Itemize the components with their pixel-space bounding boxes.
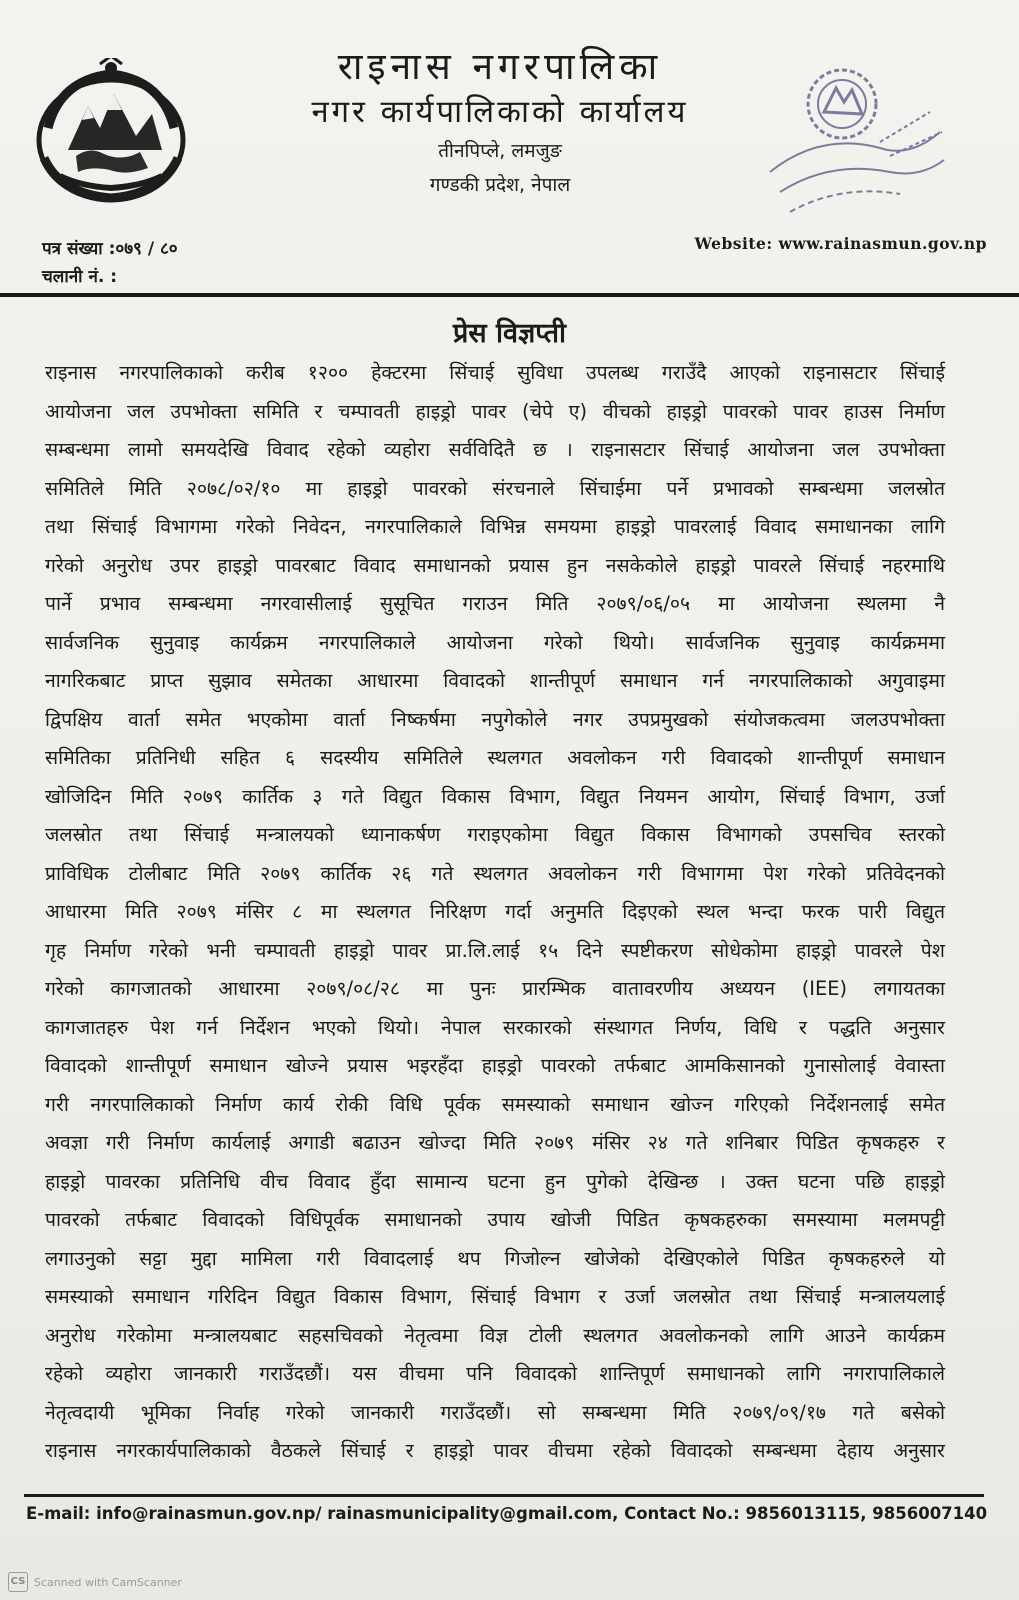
nepal-government-emblem-icon [30, 58, 192, 206]
header-divider [0, 293, 1019, 297]
body-line: पावरको तर्फबाट विवादको विधिपूर्वक समाधानको उपाय खोजी पिडित कृषकहरुका समस्यामा मलमपट्टी [45, 1208, 945, 1231]
body-line: तथा सिंचाई विभागमा गरेको निवेदन, नगरपालिकाले विभिन्न समयमा हाइड्रो पावरलाई विवाद समाधानका लागि [45, 515, 945, 538]
dispatch-number: चलानी नं. : [42, 267, 118, 287]
body-line: लगाउनुको सट्टा मुद्दा मामिला गरी विवादलाई थप गिजोल्न खोजेको देखिएकोले पिडित कृषकहरुले यो [45, 1246, 945, 1270]
body-line: गृह निर्माण गरेको भनी चम्पावती हाइड्रो पावर प्रा.लि.लाई १५ दिने स्पष्टीकरण सोधेकोमा हाइड्रो पावरले पेश [45, 938, 945, 962]
body-line: नेतृत्वदायी भूमिका निर्वाह गरेको जानकारी गराउँदछौं। सो सम्बन्धमा मिति २०७९/०९/१७ गते बसेको [45, 1400, 945, 1424]
document-title: प्रेस विज्ञप्ती [452, 318, 567, 349]
body-line: राइनास नगरपालिकाको करीब १२०० हेक्टरमा सिंचाई सुविधा उपलब्ध गराउँदै आएको राइनासटार सिंचाई [45, 361, 945, 384]
letter-number: पत्र संख्या :०७९ / ८० [42, 239, 178, 259]
letterhead [220, 38, 780, 202]
body-line: विवादको शान्तीपूर्ण समाधान खोज्ने प्रयास भइरहँदा हाइड्रो पावरको तर्फबाट आमकिसानको गुनासोलाई वेवास्ता [45, 1054, 945, 1077]
scanner-label: Scanned with CamScanner [34, 1575, 182, 1589]
body-line: जलस्रोत तथा सिंचाई मन्त्रालयको ध्यानाकर्षण गराइएकोमा विद्युत विकास विभागको उपसचिव स्तरको [45, 823, 945, 846]
address-local: तीनपिप्ले, लमजुङ [438, 140, 562, 162]
body-line: समितिका प्रतिनिधी सहित ६ सदस्यीय समितिले स्थलगत अवलोकन गरी विवादको शान्तीपूर्ण समाधान [45, 746, 945, 769]
body-line: द्विपक्षिय वार्ता समेत भएकोमा वार्ता निष्कर्षमा नपुगेकोले नगर उपप्रमुखको संयोजकत्वमा जलउपभोक्ता [45, 707, 945, 731]
body-line: अनुरोध गरेकोमा मन्त्रालयबाट सहसचिवको नेतृत्वमा विज्ञ टोली स्थलगत अवलोकनको लागि आउने कार्यक्रम [45, 1323, 945, 1347]
body-line: पार्ने प्रभाव सम्बन्धमा नगरवासीलाई सुसूचित गराउन मिति २०७९/०६/०५ मा आयोजना स्थलमा नै [45, 592, 945, 615]
body-line: प्राविधिक टोलीबाट मिति २०७९ कार्तिक २६ गते स्थलगत अवलोकन गरी विभागमा पेश गरेको प्रतिवेदनको [45, 861, 945, 885]
organization-name: राइनास नगरपालिका [337, 45, 663, 88]
body-line: सम्बन्धमा लामो समयदेखि विवाद रहेको व्यहोरा सर्वविदितै छ । राइनासटार सिंचाई आयोजना जल उपभोक्ता [45, 438, 945, 461]
office-name: नगर कार्यपालिकाको कार्यालय [311, 94, 689, 130]
body-line: सार्वजनिक सुनुवाइ कार्यक्रम नगरपालिकाले आयोजना गरेको थियो। सार्वजनिक सुनुवाइ कार्यक्रममा [45, 630, 945, 654]
camscanner-icon: CS [8, 1572, 28, 1592]
body-line: राइनास नगरकार्यपालिकाको वैठकले सिंचाई र हाइड्रो पावर वीचमा रहेको विवादको सम्बन्धमा देहाय अनुसार [45, 1439, 945, 1462]
website: Website: www.rainasmun.gov.np [694, 234, 987, 253]
body-line: खोजिदिन मिति २०७९ कार्तिक ३ गते विद्युत विकास विभाग, विद्युत नियमन आयोग, सिंचाई विभाग, उर्जा [45, 784, 945, 808]
body-line: गरेको अनुरोध उपर हाइड्रो पावरबाट विवाद समाधानको प्रयास हुन नसकेकोले हाइड्रो पावरले सिंचाई नहरमाथि [45, 553, 945, 577]
body-line: नागरिकबाट प्राप्त सुझाव समेतका आधारमा विवादको शान्तीपूर्ण समाधान गर्न नगरपालिकाको अगुवाइमा [45, 669, 945, 692]
body-line: समस्याको समाधान गरिदिन विद्युत विकास विभाग, सिंचाई विभाग र उर्जा जलस्रोत तथा सिंचाई मन्त्रालयलाई [45, 1285, 945, 1308]
municipality-seal-icon [760, 52, 950, 227]
body-line: कागजातहरु पेश गर्न निर्देशन भएको थियो। नेपाल सरकारको संस्थागत निर्णय, विधि र पद्धति अनुसार [45, 1015, 945, 1039]
body-line: समितिले मिति २०७८/०२/१० मा हाइड्रो पावरको संरचनाले सिंचाईमा पर्ने प्रभावको सम्बन्धमा जलस्रोत [45, 476, 945, 500]
body-line: आयोजना जल उपभोक्ता समिति र चम्पावती हाइड्रो पावर (चेपे ए) वीचको हाइड्रो पावरको पावर हाउस निर्माण [45, 399, 945, 423]
body-line: आधारमा मिति २०७९ मंसिर ८ मा स्थलगत निरिक्षण गर्दा अनुमति दिइएको स्थल भन्दा फरक पारी विद्युत [45, 900, 945, 923]
scanner-watermark [8, 1572, 182, 1592]
body-line: अवज्ञा गरी निर्माण कार्यलाई अगाडी बढाउन खोज्दा मिति २०७९ मंसिर २४ गते शनिबार पिडित कृषकहरु र [45, 1131, 945, 1154]
body-line: हाइड्रो पावरका प्रतिनिधि वीच विवाद हुँदा सामान्य घटना हुन पुगेको देखिन्छ । उक्त घटना पछि हाइड्रो [45, 1169, 945, 1193]
body-line: रहेको व्यहोरा जानकारी गराउँदछौं। यस वीचमा पनि विवादको शान्तिपूर्ण समाधानको लागि नगरापालिकाले [45, 1362, 945, 1385]
footer-contact: E-mail: info@rainasmun.gov.np/ rainasmunicipality@gmail.com, Contact No.: 9856013115, 9856007140 [26, 1504, 988, 1523]
footer-divider [24, 1494, 984, 1497]
body-line: गरी नगरपालिकाको निर्माण कार्य रोकी विधि पूर्वक समस्याको समाधान खोज्न गरिएको निर्देशनलाई समेत [45, 1092, 945, 1116]
body-line: गरेको कागजातको आधारमा २०७९/०८/२८ मा पुनः प्रारम्भिक वातावरणीय अध्ययन (IEE) लगायतका [45, 977, 945, 1000]
address-province: गण्डकी प्रदेश, नेपाल [429, 174, 571, 196]
